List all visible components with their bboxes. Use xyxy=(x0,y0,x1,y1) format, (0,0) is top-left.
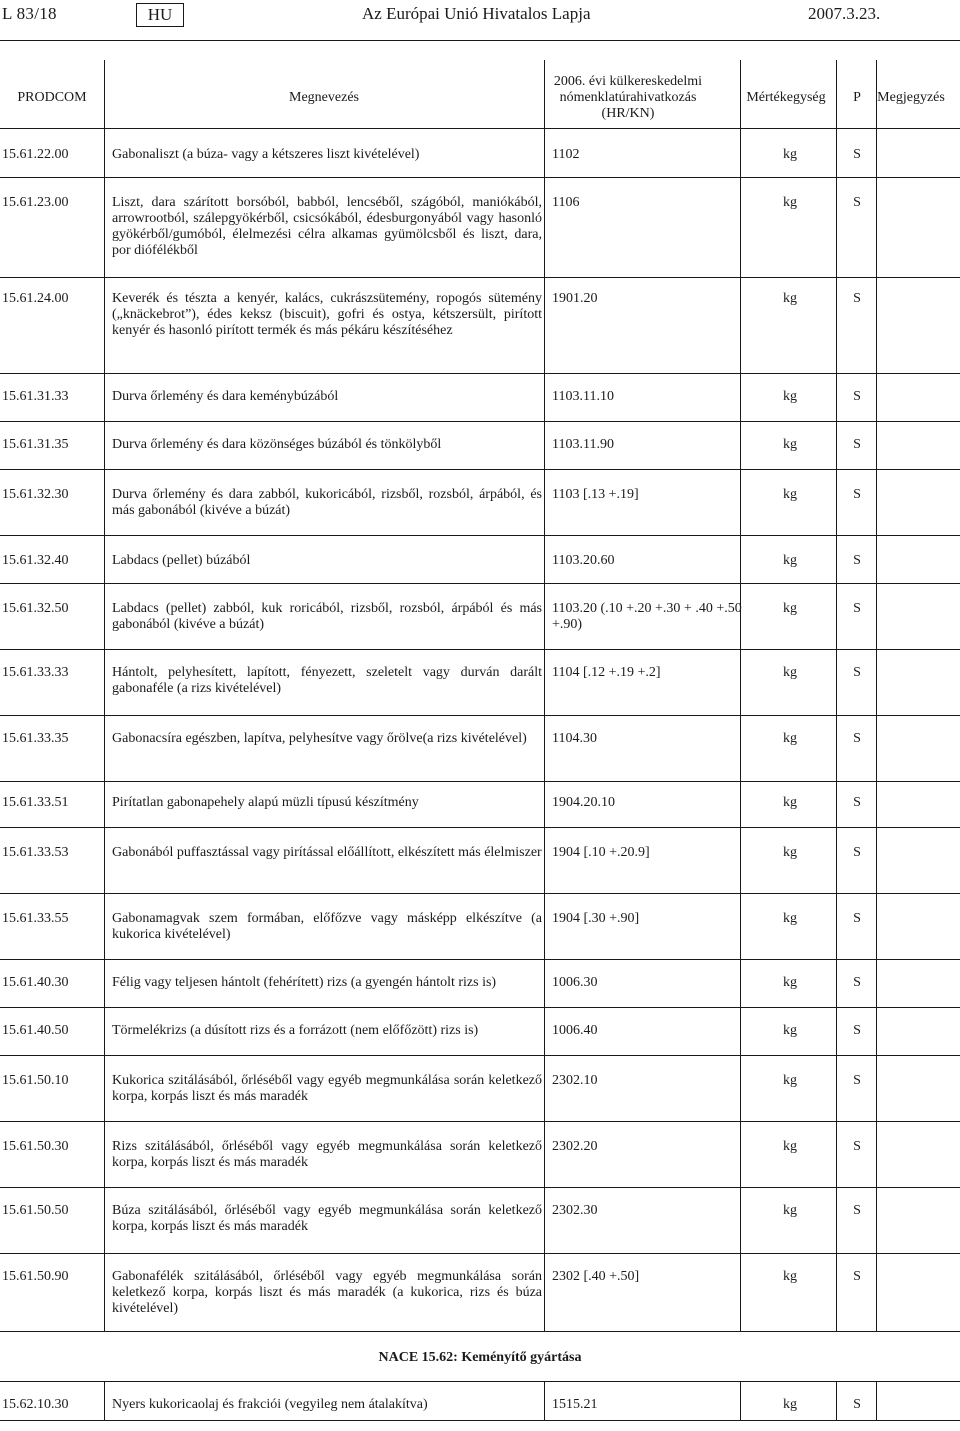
product-name: Keverék és tészta a kenyér, kalács, cukrászsütemény, ropogós sütemény („knäckebrot”), édes keksz (biscuit), gofri és ostya, kétszersült, pirított kenyér és hasonló pirított termék és más pékáru készítéséhez xyxy=(112,291,542,338)
row-divider xyxy=(0,1055,960,1056)
hs-reference: 1515.21 xyxy=(552,1397,598,1412)
hs-reference: 1103.20 (.10 +.20 +.30 + .40 +.50 +.90) xyxy=(552,601,742,632)
p-flag: S xyxy=(853,731,861,746)
p-flag: S xyxy=(853,975,861,990)
col-header-hs-line2: nómenklatúrahivatkozás xyxy=(559,90,697,105)
table-row xyxy=(0,195,960,259)
table-row xyxy=(0,665,960,697)
prodcom-code: 15.61.33.35 xyxy=(2,731,69,746)
hs-reference: 1103.11.10 xyxy=(552,389,614,404)
col-divider xyxy=(104,60,105,128)
unit: kg xyxy=(783,1139,797,1154)
hs-reference: 2302.10 xyxy=(552,1073,598,1088)
prodcom-code: 15.61.31.33 xyxy=(2,389,69,404)
col-header-p: P xyxy=(853,90,861,105)
hs-reference: 1006.30 xyxy=(552,975,598,990)
p-flag: S xyxy=(853,911,861,926)
unit: kg xyxy=(783,665,797,680)
col-divider xyxy=(876,128,877,1331)
table-row xyxy=(0,437,960,453)
col-divider xyxy=(104,1381,105,1420)
prodcom-code: 15.61.40.30 xyxy=(2,975,69,990)
p-flag: S xyxy=(853,795,861,810)
p-flag: S xyxy=(853,1203,861,1218)
col-divider xyxy=(740,128,741,1331)
publication-date: 2007.3.23. xyxy=(808,4,881,23)
table-row xyxy=(0,911,960,943)
unit: kg xyxy=(783,845,797,860)
hs-reference: 1103.20.60 xyxy=(552,553,615,568)
table-row xyxy=(0,1397,960,1413)
p-flag: S xyxy=(853,147,861,162)
prodcom-code: 15.61.22.00 xyxy=(2,147,69,162)
prodcom-code: 15.61.40.50 xyxy=(2,1023,69,1038)
table-row xyxy=(0,795,960,811)
product-name: Durva őrlemény és dara közönséges búzából és tönkölyből xyxy=(112,437,442,452)
hs-reference: 1104 [.12 +.19 +.2] xyxy=(552,665,661,680)
unit: kg xyxy=(783,437,797,452)
unit: kg xyxy=(783,795,797,810)
prodcom-code: 15.61.31.35 xyxy=(2,437,69,452)
prodcom-code: 15.61.50.90 xyxy=(2,1269,69,1284)
product-name: Liszt, dara szárított borsóból, babból, lencséből, szágóból, maniókából, arrowrootból, szálepgyökérből, csicsókából, édesburgonyából vagy hasonló gyökérből/gumóból, élelmezési célra alkamas gyümölcsből és liszt, dara, por diófélékből xyxy=(112,195,542,258)
hs-reference: 1901.20 xyxy=(552,291,598,306)
language-badge: HU xyxy=(136,3,184,27)
unit: kg xyxy=(783,1203,797,1218)
prodcom-code: 15.62.10.30 xyxy=(2,1397,69,1412)
row-divider xyxy=(0,373,960,374)
hs-reference: 1006.40 xyxy=(552,1023,598,1038)
col-divider xyxy=(740,1381,741,1420)
col-divider xyxy=(544,60,545,128)
p-flag: S xyxy=(853,1269,861,1284)
table-header xyxy=(0,60,960,128)
unit: kg xyxy=(783,1023,797,1038)
col-header-prodcom: PRODCOM xyxy=(17,90,87,105)
col-header-hs-line3: (HR/KN) xyxy=(601,106,655,121)
row-divider xyxy=(0,781,960,782)
row-divider xyxy=(0,421,960,422)
table-row xyxy=(0,487,960,519)
col-divider xyxy=(876,60,877,128)
p-flag: S xyxy=(853,845,861,860)
hs-reference: 1102 xyxy=(552,147,580,162)
hs-reference: 1904.20.10 xyxy=(552,795,615,810)
row-divider xyxy=(0,827,960,828)
prodcom-code: 15.61.50.30 xyxy=(2,1139,69,1154)
prodcom-code: 15.61.33.51 xyxy=(2,795,69,810)
table-row xyxy=(0,1023,960,1039)
p-flag: S xyxy=(853,389,861,404)
page-header xyxy=(0,0,960,34)
table-row xyxy=(0,1139,960,1171)
table-row xyxy=(0,845,960,877)
col-header-note: Megjegyzés xyxy=(877,90,945,105)
row-divider xyxy=(0,959,960,960)
unit: kg xyxy=(783,147,797,162)
p-flag: S xyxy=(853,487,861,502)
prodcom-code: 15.61.33.33 xyxy=(2,665,69,680)
row-divider xyxy=(0,1381,960,1382)
hs-reference: 2302.20 xyxy=(552,1139,598,1154)
product-name: Durva őrlemény és dara keménybúzából xyxy=(112,389,339,404)
prodcom-code: 15.61.32.40 xyxy=(2,553,69,568)
hs-reference: 2302.30 xyxy=(552,1203,598,1218)
prodcom-code: 15.61.50.50 xyxy=(2,1203,69,1218)
hs-reference: 2302 [.40 +.50] xyxy=(552,1269,640,1284)
col-divider xyxy=(544,128,545,1331)
col-divider xyxy=(876,1381,877,1420)
table-row xyxy=(0,1269,960,1317)
p-flag: S xyxy=(853,437,861,452)
hs-reference: 1103 [.13 +.19] xyxy=(552,487,639,502)
col-header-name: Megnevezés xyxy=(289,90,359,105)
row-divider xyxy=(0,469,960,470)
product-name: Félig vagy teljesen hántolt (fehérített) rizs (a gyengén hántolt rizs is) xyxy=(112,975,497,990)
col-divider xyxy=(544,1381,545,1420)
product-name: Búza szitálásából, őrléséből vagy egyéb megmunkálása során keletkező korpa, korpás liszt és más maradék xyxy=(112,1203,542,1234)
col-header-hs xyxy=(548,74,708,122)
row-divider xyxy=(0,715,960,716)
product-name: Nyers kukoricaolaj és frakciói (vegyileg nem átalakítva) xyxy=(112,1397,428,1412)
product-name: Törmelékrizs (a dúsított rizs és a forrázott (nem előfőzött) rizs is) xyxy=(112,1023,479,1038)
page-reference: L 83/18 xyxy=(2,4,57,23)
col-header-unit: Mértékegység xyxy=(746,90,826,105)
unit: kg xyxy=(783,389,797,404)
product-name: Gabonamagvak szem formában, előfőzve vagy másképp elkészítve (a kukorica kivételével) xyxy=(112,911,542,942)
header-divider xyxy=(0,40,960,41)
row-divider xyxy=(0,1331,960,1332)
table-row xyxy=(0,553,960,569)
unit: kg xyxy=(783,195,797,210)
row-divider xyxy=(0,1253,960,1254)
p-flag: S xyxy=(853,1073,861,1088)
p-flag: S xyxy=(853,601,861,616)
product-name: Gabonafélék szitálásából, őrléséből vagy egyéb megmunkálása során keletkező korpa, korpás liszt és más maradék (a kukorica, rizs és búza kivételével) xyxy=(112,1269,542,1316)
product-name: Gabonaliszt (a búza- vagy a kétszeres liszt kivételével) xyxy=(112,147,420,162)
unit: kg xyxy=(783,553,797,568)
product-name: Durva őrlemény és dara zabból, kukoricából, rizsből, rozsból, árpából, és más gabonából (kivéve a búzát) xyxy=(112,487,542,518)
hs-reference: 1904 [.30 +.90] xyxy=(552,911,640,926)
p-flag: S xyxy=(853,665,861,680)
unit: kg xyxy=(783,291,797,306)
product-name: Hántolt, pelyhesített, lapított, fényezett, szeletelt vagy durván darált gabonaféle (a rizs kivételével) xyxy=(112,665,542,696)
col-divider xyxy=(104,128,105,1331)
row-divider xyxy=(0,893,960,894)
col-divider xyxy=(836,60,837,128)
product-name: Kukorica szitálásából, őrléséből vagy egyéb megmunkálása során keletkező korpa, korpás liszt és más maradék xyxy=(112,1073,542,1104)
table-row xyxy=(0,291,960,355)
p-flag: S xyxy=(853,1023,861,1038)
row-divider xyxy=(0,649,960,650)
table-row xyxy=(0,975,960,991)
product-name: Pirítatlan gabonapehely alapú müzli típusú készítmény xyxy=(112,795,419,810)
product-name: Gabonacsíra egészben, lapítva, pelyhesítve vagy őrölve(a rizs kivételével) xyxy=(112,731,527,746)
product-name: Labdacs (pellet) zabból, kuk roricából, rizsből, rozsból, árpából és más gabonából (kivéve a búzát) xyxy=(112,601,542,632)
unit: kg xyxy=(783,975,797,990)
col-divider xyxy=(836,128,837,1331)
p-flag: S xyxy=(853,1139,861,1154)
journal-title: Az Európai Unió Hivatalos Lapja xyxy=(362,4,591,23)
row-divider xyxy=(0,277,960,278)
prodcom-code: 15.61.32.50 xyxy=(2,601,69,616)
hs-reference: 1104.30 xyxy=(552,731,597,746)
prodcom-code: 15.61.24.00 xyxy=(2,291,69,306)
p-flag: S xyxy=(853,553,861,568)
row-divider xyxy=(0,1121,960,1122)
table-row xyxy=(0,1073,960,1105)
p-flag: S xyxy=(853,1397,861,1412)
table-row xyxy=(0,147,960,163)
prodcom-code: 15.61.50.10 xyxy=(2,1073,69,1088)
row-divider xyxy=(0,177,960,178)
unit: kg xyxy=(783,911,797,926)
unit: kg xyxy=(783,487,797,502)
unit: kg xyxy=(783,1397,797,1412)
prodcom-code: 15.61.33.55 xyxy=(2,911,69,926)
product-name: Labdacs (pellet) búzából xyxy=(112,553,251,568)
table-header-divider xyxy=(0,128,960,129)
row-divider xyxy=(0,535,960,536)
row-divider xyxy=(0,1007,960,1008)
row-divider xyxy=(0,1187,960,1188)
p-flag: S xyxy=(853,291,861,306)
unit: kg xyxy=(783,731,797,746)
prodcom-code: 15.61.23.00 xyxy=(2,195,69,210)
hs-reference: 1106 xyxy=(552,195,580,210)
product-name: Gabonából puffasztással vagy pirítással előállított, elkészített más élelmiszer xyxy=(112,845,542,860)
table-row xyxy=(0,389,960,405)
p-flag: S xyxy=(853,195,861,210)
row-divider xyxy=(0,583,960,584)
table-row xyxy=(0,731,960,763)
unit: kg xyxy=(783,601,797,616)
hs-reference: 1103.11.90 xyxy=(552,437,614,452)
unit: kg xyxy=(783,1073,797,1088)
row-divider xyxy=(0,1420,960,1421)
table-row xyxy=(0,1203,960,1235)
col-header-hs-line1: 2006. évi külkereskedelmi xyxy=(553,74,703,89)
hs-reference: 1904 [.10 +.20.9] xyxy=(552,845,650,860)
unit: kg xyxy=(783,1269,797,1284)
table-row xyxy=(0,601,960,633)
product-name: Rizs szitálásából, őrléséből vagy egyéb megmunkálása során keletkező korpa, korpás liszt és más maradék xyxy=(112,1139,542,1170)
section-heading: NACE 15.62: Keményítő gyártása xyxy=(378,1350,582,1365)
col-divider xyxy=(740,60,741,128)
prodcom-code: 15.61.32.30 xyxy=(2,487,69,502)
col-divider xyxy=(836,1381,837,1420)
prodcom-code: 15.61.33.53 xyxy=(2,845,69,860)
